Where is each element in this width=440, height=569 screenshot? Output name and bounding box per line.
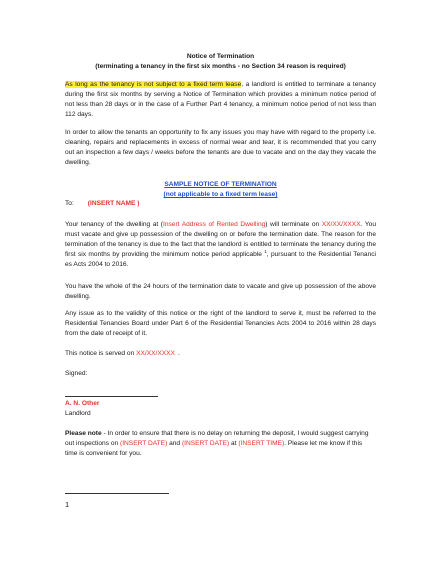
footnote-reference: 1 [264, 248, 267, 254]
p1-text-a: Your tenancy of the dwelling at ( [65, 221, 164, 228]
signed-label: Signed: [65, 370, 88, 377]
p1-text-d: , pursuant to the Residential Tenanci es Acts 2004 to 2016. [65, 251, 376, 268]
validity-paragraph: Any issue as to the validity of this notice or the right of the landlord to serve it, must be referred to the Residential Tenancies Board under Part 6 of the Residential Tenancies Acts 2004 to 2016 within 28 days from the date of receipt of it. [65, 310, 376, 337]
footnote-separator [65, 493, 169, 494]
p1-text-b: ) will terminate on [265, 221, 322, 228]
inspection-time-placeholder: (INSERT TIME) [238, 440, 285, 447]
intro-paragraph [65, 80, 376, 120]
signature-line [65, 396, 158, 397]
inspection-date-2-placeholder: (INSERT DATE) [181, 440, 230, 447]
fixed-term-highlight: As long as the tenancy is not subject to a fixed term lease [65, 81, 242, 88]
to-line [65, 199, 376, 209]
p1-text-c: . You must vacate and give up possession of the dwelling on or before the termination date. The reason for the termination of the tenancy is due to the fact that the landlord is entitled to terminate the tenancy during the first six months by providing the minimum notice period applicable [65, 221, 377, 258]
document-title: Notice of Termination [186, 53, 255, 60]
sample-heading: SAMPLE NOTICE OF TERMINATION [164, 181, 277, 188]
note-text-a: - In order to ensure that there is no delay on returning the deposit, I would suggest carrying out inspections on [65, 430, 369, 447]
termination-date-placeholder: XX/XX/XXXX [321, 221, 361, 228]
advice-paragraph: In order to allow the tenants an opportunity to fix any issues you may have with regard to the property i.e. cleaning, repairs and replacements in excess of normal wear and tear, it is recommended that you carry out an inspection a few days / weeks before the tenants are due to vacate and on the day they vacate the dwelling. [65, 129, 376, 166]
document-subtitle: (terminating a tenancy in the first six months - no Section 34 reason is required) [95, 63, 346, 70]
served-line [65, 349, 376, 359]
note-text-e: . Please let me know if this time is convenient for you. [65, 440, 363, 457]
signer-name: A. N. Other [65, 400, 100, 407]
signer-role: Landlord [65, 410, 91, 417]
sample-note: (not applicable to a fixed term lease) [163, 191, 278, 198]
to-label: To: [65, 200, 74, 207]
served-text: This notice is served on [65, 350, 137, 357]
insert-name-placeholder: (INSERT NAME ) [87, 200, 140, 207]
intro-rest: , a landlord is entitled to terminate a tenancy during the first six months by serving a Notice of Termination which provides a minimum notice period of not less than 28 days or in the case of a Further Part 4 tenancy, a minimum notice period of not less than 112 days. [65, 81, 377, 118]
note-text-c: at [229, 440, 239, 447]
footnote-number: 1 [65, 500, 70, 509]
please-note-label: Please note [65, 430, 102, 437]
note-text-b: and [167, 440, 182, 447]
inspection-date-1-placeholder: (INSERT DATE) [120, 440, 168, 447]
please-note-paragraph [65, 429, 376, 459]
served-end: . [177, 350, 180, 357]
address-placeholder: Insert Address of Rented Dwelling [163, 221, 266, 228]
served-date-placeholder: XX/XX/XXXX [136, 350, 175, 357]
vacate-paragraph: You have the whole of the 24 hours of the termination date to vacate and give up possession of the above dwelling. [65, 283, 376, 300]
termination-paragraph [65, 220, 376, 270]
